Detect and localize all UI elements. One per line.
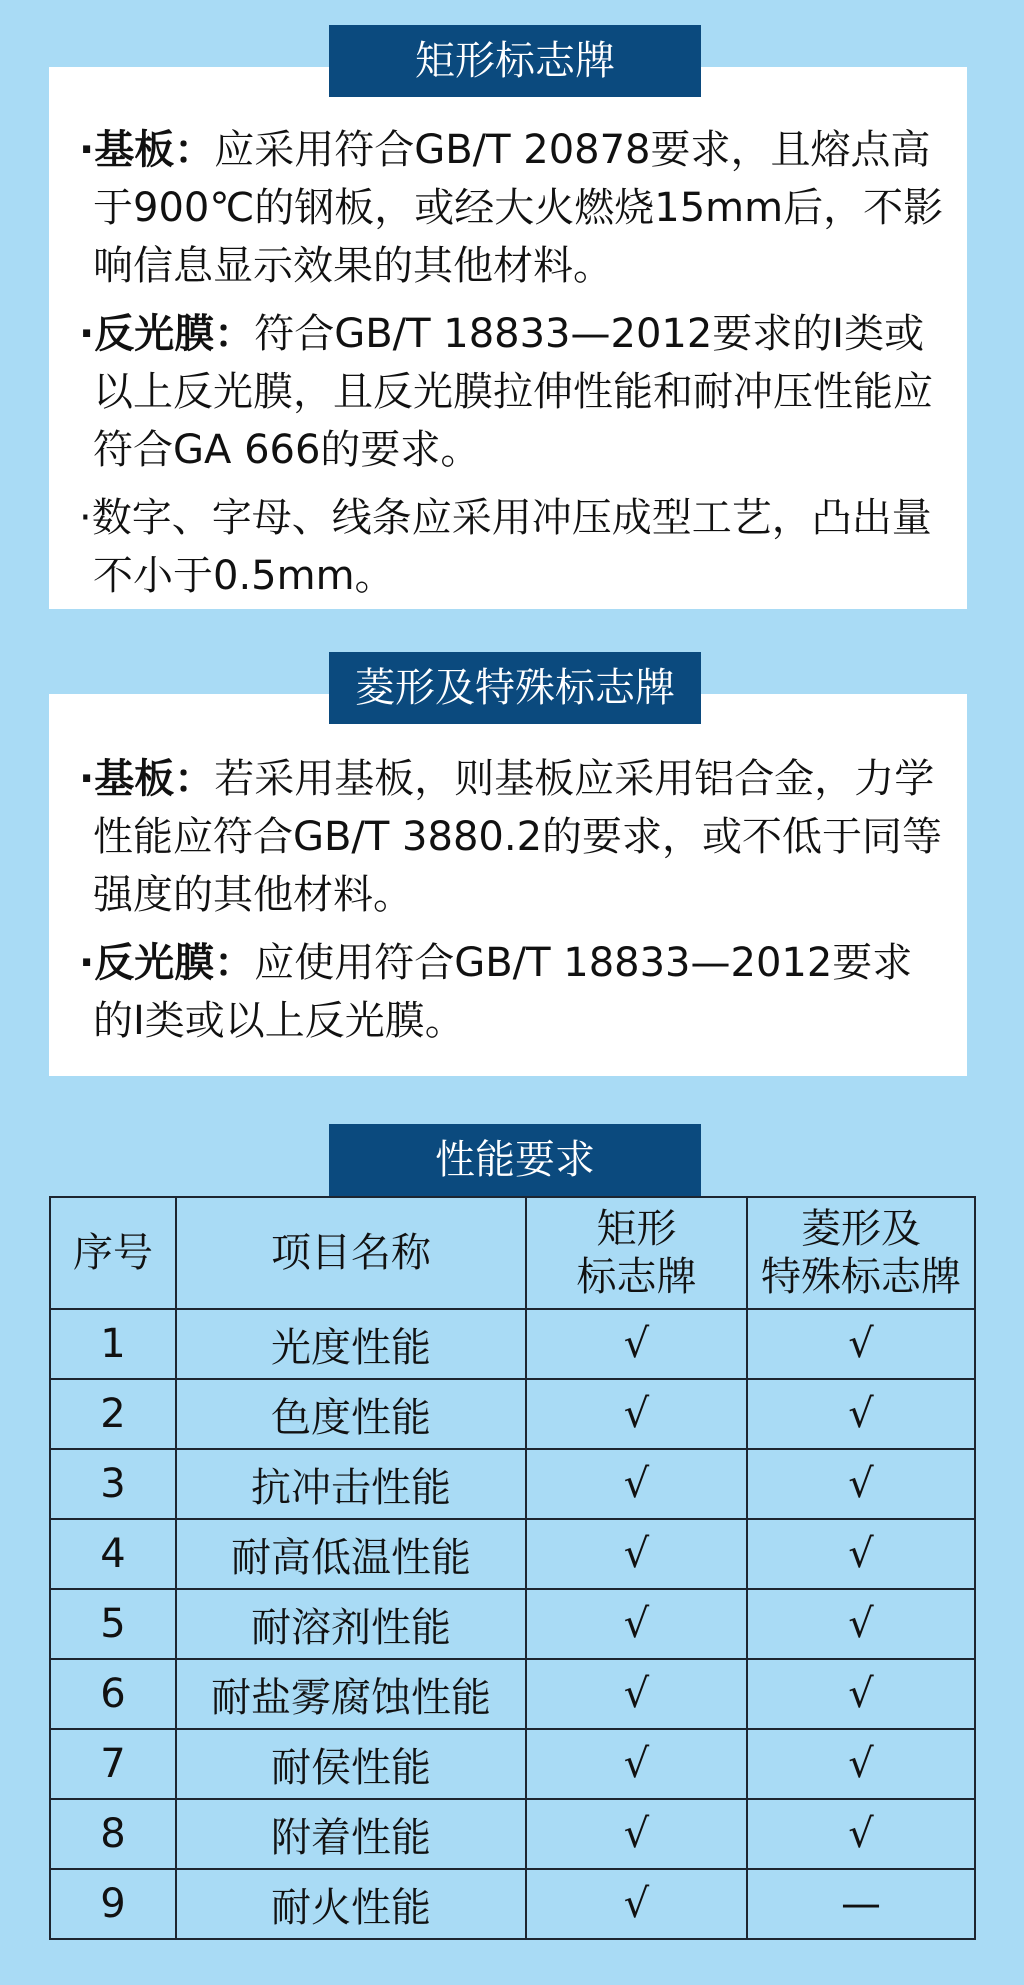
diamond-film-paragraph — [79, 934, 945, 1050]
row-no: 1 — [50, 1309, 176, 1379]
row-rect-check: √ — [526, 1659, 747, 1729]
row-diamond-check: — — [747, 1869, 975, 1939]
row-name: 抗冲击性能 — [176, 1449, 526, 1519]
rect-section-panel — [49, 67, 967, 609]
row-diamond-check: √ — [747, 1449, 975, 1519]
row-rect-check: √ — [526, 1309, 747, 1379]
row-no: 3 — [50, 1449, 176, 1519]
table-row — [50, 1379, 975, 1449]
row-name: 耐高低温性能 — [176, 1519, 526, 1589]
table-row — [50, 1589, 975, 1659]
diamond-film-label: ·反光膜： — [79, 940, 255, 986]
row-no: 5 — [50, 1589, 176, 1659]
rect-stamping-paragraph: ·数字、字母、线条应采用冲压成型工艺，凸出量不小于0.5mm。 — [79, 495, 932, 599]
row-diamond-check: √ — [747, 1799, 975, 1869]
row-no: 6 — [50, 1659, 176, 1729]
row-rect-check: √ — [526, 1589, 747, 1659]
rect-substrate-paragraph — [79, 121, 945, 295]
row-name: 耐盐雾腐蚀性能 — [176, 1659, 526, 1729]
header-no: 序号 — [50, 1197, 176, 1309]
row-rect-check: √ — [526, 1379, 747, 1449]
rect-substrate-label: ·基板： — [79, 127, 215, 173]
diamond-substrate-text: 若采用基板，则基板应采用铝合金，力学性能应符合GB/T 3880.2的要求，或不低于同等强度的其他材料。 — [93, 756, 943, 918]
row-name: 色度性能 — [176, 1379, 526, 1449]
table-row — [50, 1869, 975, 1939]
rect-film-paragraph — [79, 305, 945, 479]
row-no: 9 — [50, 1869, 176, 1939]
performance-table — [49, 1196, 976, 1940]
row-name: 耐侯性能 — [176, 1729, 526, 1799]
row-no: 8 — [50, 1799, 176, 1869]
row-no: 4 — [50, 1519, 176, 1589]
row-diamond-check: √ — [747, 1309, 975, 1379]
rect-substrate-text: 应采用符合GB/T 20878要求，且熔点高于900℃的钢板，或经大火燃烧15mm后，不影响信息显示效果的其他材料。 — [93, 127, 944, 289]
row-name: 耐溶剂性能 — [176, 1589, 526, 1659]
row-rect-check: √ — [526, 1519, 747, 1589]
header-name: 项目名称 — [176, 1197, 526, 1309]
header-rect — [526, 1197, 747, 1309]
row-no: 2 — [50, 1379, 176, 1449]
table-row — [50, 1799, 975, 1869]
row-rect-check: √ — [526, 1869, 747, 1939]
table-row — [50, 1729, 975, 1799]
row-rect-check: √ — [526, 1729, 747, 1799]
row-name: 附着性能 — [176, 1799, 526, 1869]
rect-section-title: 矩形标志牌 — [329, 25, 701, 97]
row-rect-check: √ — [526, 1449, 747, 1519]
table-row — [50, 1659, 975, 1729]
diamond-substrate-paragraph — [79, 750, 945, 924]
rect-film-text: 符合GB/T 18833—2012要求的Ⅰ类或以上反光膜，且反光膜拉伸性能和耐冲压性能应符合GA 666的要求。 — [93, 311, 933, 473]
rect-film-label: ·反光膜： — [79, 311, 255, 357]
row-name: 耐火性能 — [176, 1869, 526, 1939]
diamond-section-title: 菱形及特殊标志牌 — [329, 652, 701, 724]
row-diamond-check: √ — [747, 1519, 975, 1589]
header-rect-line2: 标志牌 — [576, 1254, 697, 1300]
row-diamond-check: √ — [747, 1729, 975, 1799]
table-row — [50, 1309, 975, 1379]
row-name: 光度性能 — [176, 1309, 526, 1379]
header-diamond — [747, 1197, 975, 1309]
performance-title: 性能要求 — [329, 1124, 701, 1196]
row-diamond-check: √ — [747, 1589, 975, 1659]
header-diamond-line2: 特殊标志牌 — [761, 1254, 961, 1300]
diamond-film-text: 应使用符合GB/T 18833—2012要求的Ⅰ类或以上反光膜。 — [93, 940, 913, 1044]
row-rect-check: √ — [526, 1799, 747, 1869]
row-no: 7 — [50, 1729, 176, 1799]
table-header-row — [50, 1197, 975, 1309]
row-diamond-check: √ — [747, 1379, 975, 1449]
diamond-section-panel — [49, 694, 967, 1076]
header-diamond-line1: 菱形及 — [801, 1206, 921, 1252]
table-row — [50, 1449, 975, 1519]
diamond-substrate-label: ·基板： — [79, 756, 215, 802]
table-row — [50, 1519, 975, 1589]
header-rect-line1: 矩形 — [596, 1206, 677, 1252]
row-diamond-check: √ — [747, 1659, 975, 1729]
